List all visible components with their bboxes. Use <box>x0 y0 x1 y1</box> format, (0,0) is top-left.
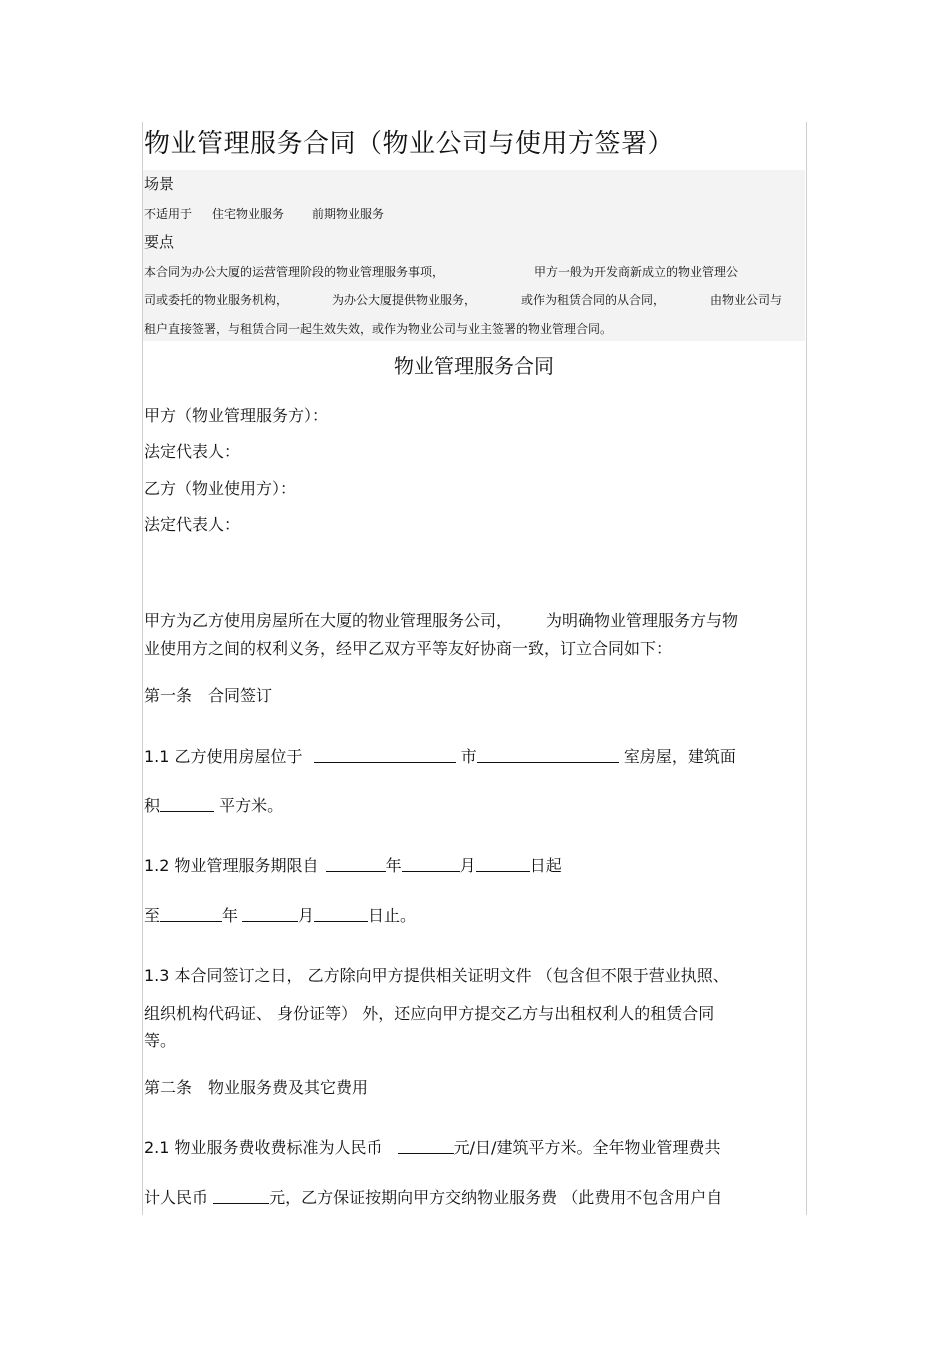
blank-field[interactable] <box>314 905 368 922</box>
clause-text: 至 <box>144 906 161 925</box>
scene-item: 住宅物业服务 <box>212 207 285 221</box>
clause-text: 积 <box>144 796 161 815</box>
clause-text: 市 <box>460 747 477 766</box>
clause-text: 组织机构代码证、 <box>144 1004 273 1023</box>
party-b-representative: 法定代表人： <box>144 515 241 534</box>
intro-text: 业使用方之间的权利义务，经甲乙双方平等友好协商一致，订立合同如下： <box>144 639 673 658</box>
clause-text: 物业服务费收费标准为人民币 <box>174 1138 383 1157</box>
blank-field[interactable] <box>314 746 456 763</box>
clause-number: 1.1 <box>144 747 170 766</box>
blank-field[interactable] <box>477 746 619 763</box>
clause-1-3 <box>144 963 729 986</box>
clause-text: 年 <box>385 856 402 875</box>
clause-text: 月 <box>459 856 476 875</box>
blank-field[interactable] <box>402 855 460 872</box>
keypoints-text: 或作为租赁合同的从合同， <box>521 293 666 307</box>
scene-label: 场景 <box>144 175 175 193</box>
intro-text-part: 为明确物业管理服务方与物 <box>546 611 739 630</box>
intro-text-part: 甲方为乙方使用房屋所在大厦的物业管理服务公司， <box>144 611 513 630</box>
blank-field[interactable] <box>326 855 386 872</box>
clause-1-1-cont <box>144 793 283 816</box>
clause-text: 元/日/建筑平方米。全年物业管理费共 <box>453 1138 721 1157</box>
party-b: 乙方（物业使用方）： <box>144 479 297 498</box>
party-a: 甲方（物业管理服务方）： <box>144 406 329 425</box>
party-a-representative: 法定代表人： <box>144 442 241 461</box>
blank-field[interactable] <box>476 855 530 872</box>
clause-number: 1.2 <box>144 856 170 875</box>
scene-item: 不适用于 <box>144 207 193 221</box>
keypoints-text: 由物业公司与 <box>710 293 783 307</box>
keypoints-text: 甲方一般为开发商新成立的物业管理公 <box>534 265 739 279</box>
clause-1-2 <box>144 853 562 876</box>
summary-box <box>143 170 805 341</box>
keypoints-text: 租户直接签署，与租赁合同一起生效失效，或作为物业公司与业主签署的物业管理合同。 <box>144 322 613 336</box>
article-1-heading: 第一条 合同签订 <box>144 686 273 705</box>
contract-title: 物业管理服务合同 <box>394 354 554 378</box>
keypoints-text: 为办公大厦提供物业服务， <box>332 293 477 307</box>
article-2-heading: 第二条 物业服务费及其它费用 <box>144 1078 369 1097</box>
clause-text: 年 <box>222 906 239 925</box>
keypoints-text: 本合同为办公大厦的运营管理阶段的物业管理服务事项， <box>144 265 445 279</box>
clause-number: 1.3 <box>144 966 170 985</box>
clause-text: 元，乙方保证按期向甲方交纳物业服务费 <box>269 1188 558 1207</box>
clause-text: 本合同签订之日， <box>174 966 303 985</box>
blank-field[interactable] <box>213 1187 269 1204</box>
blank-field[interactable] <box>242 905 298 922</box>
clause-text: 日起 <box>529 856 562 875</box>
clause-2-1 <box>144 1135 720 1158</box>
clause-text: 乙方除向甲方提供相关证明文件 <box>307 966 532 985</box>
document-title: 物业管理服务合同（物业公司与使用方签署） <box>144 129 675 159</box>
clause-1-3-cont <box>144 1001 714 1024</box>
blank-field[interactable] <box>160 795 214 812</box>
clause-text: 外，还应向甲方提交乙方与出租权利人的租赁合同 <box>362 1004 715 1023</box>
clause-1-3-cont: 等。 <box>144 1031 177 1050</box>
clause-text: 物业管理服务期限自 <box>174 856 319 875</box>
clause-text: 乙方使用房屋位于 <box>174 747 303 766</box>
clause-1-1 <box>144 744 736 767</box>
clause-text: 计人民币 <box>144 1188 209 1207</box>
keypoints-label: 要点 <box>144 233 175 251</box>
clause-text: 身份证等） <box>277 1004 358 1023</box>
clause-number: 2.1 <box>144 1138 170 1157</box>
scene-item: 前期物业服务 <box>312 207 385 221</box>
blank-field[interactable] <box>398 1137 454 1154</box>
clause-text: （此费用不包含用户自 <box>562 1188 723 1207</box>
clause-1-2-cont <box>144 903 416 926</box>
clause-text: （包含但不限于营业执照、 <box>536 966 729 985</box>
clause-text: 平方米。 <box>219 796 284 815</box>
intro-text <box>144 608 738 631</box>
clause-2-1-cont <box>144 1185 722 1208</box>
clause-text: 月 <box>298 906 315 925</box>
blank-field[interactable] <box>160 905 222 922</box>
page-border-right <box>806 122 807 1215</box>
clause-text: 日止。 <box>368 906 417 925</box>
keypoints-text: 司或委托的物业服务机构， <box>144 293 289 307</box>
clause-text: 室房屋，建筑面 <box>623 747 736 766</box>
